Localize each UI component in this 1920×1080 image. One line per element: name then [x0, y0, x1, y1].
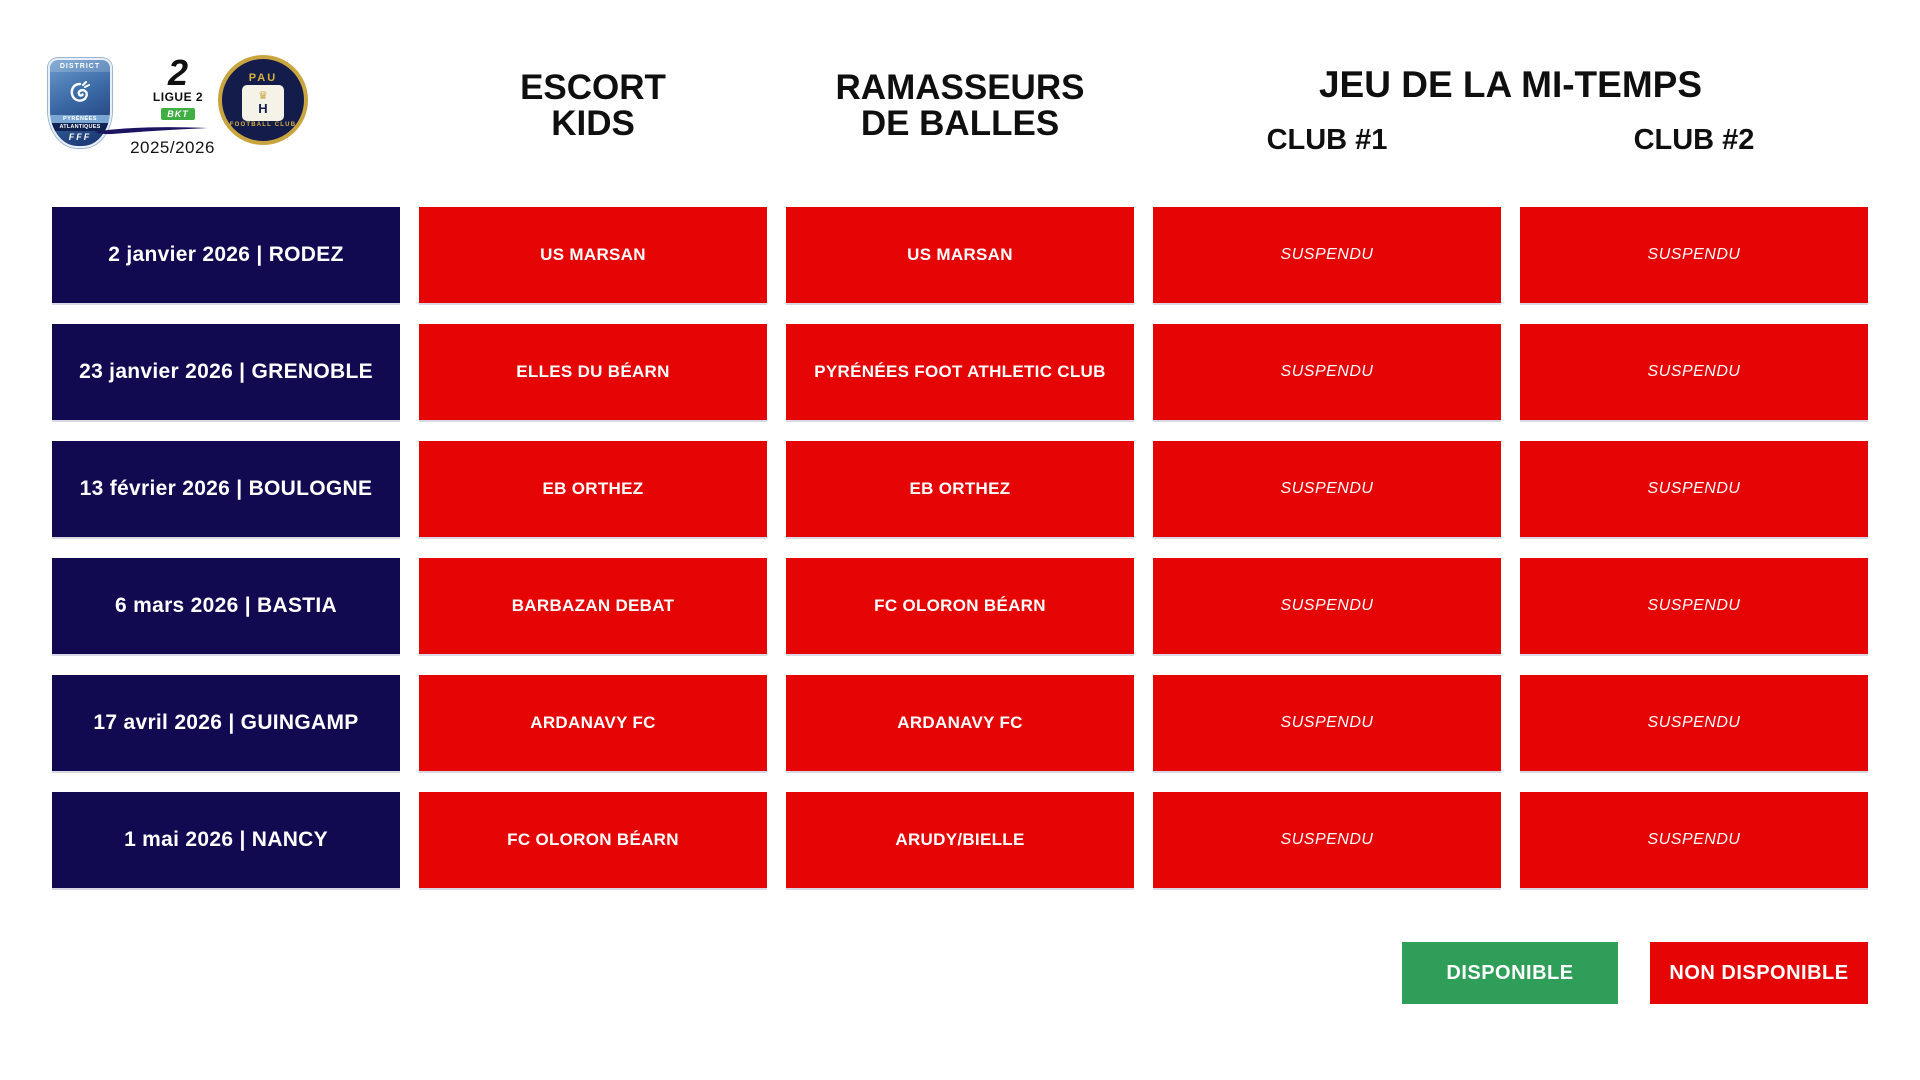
ball-boys-slot[interactable]: US MARSAN [786, 207, 1134, 303]
escort-kids-slot[interactable]: BARBAZAN DEBAT [419, 558, 767, 654]
bkt-badge: BKT [161, 108, 195, 120]
halftime-club1-slot[interactable]: SUSPENDU [1153, 324, 1501, 420]
legend-unavailable: NON DISPONIBLE [1650, 942, 1868, 1004]
crown-icon: ♛ [258, 90, 268, 102]
halftime-club1-slot[interactable]: SUSPENDU [1153, 792, 1501, 888]
ball-boys-slot[interactable]: PYRÉNÉES FOOT ATHLETIC CLUB [786, 324, 1134, 420]
halftime-club2-slot[interactable]: SUSPENDU [1520, 324, 1868, 420]
match-date-cell: 6 mars 2026 | BASTIA [52, 558, 400, 654]
pau-fc-logo [218, 55, 308, 145]
season-label: 2025/2026 [130, 138, 215, 157]
ball-boys-slot[interactable]: EB ORTHEZ [786, 441, 1134, 537]
match-date-cell: 13 février 2026 | BOULOGNE [52, 441, 400, 537]
ligue2-label: LIGUE 2 [152, 89, 204, 104]
ball-boys-slot[interactable]: FC OLORON BÉARN [786, 558, 1134, 654]
ball-boys-slot[interactable]: ARDANAVY FC [786, 675, 1134, 771]
district-region-line2: ATLANTIQUES [50, 123, 110, 131]
header-escort-kids [419, 70, 767, 143]
swoosh-divider [92, 124, 210, 136]
escort-kids-slot[interactable]: EB ORTHEZ [419, 441, 767, 537]
legend-available: DISPONIBLE [1402, 942, 1618, 1004]
halftime-club1-slot[interactable]: SUSPENDU [1153, 558, 1501, 654]
escort-kids-slot[interactable]: US MARSAN [419, 207, 767, 303]
escort-kids-slot[interactable]: ARDANAVY FC [419, 675, 767, 771]
halftime-club1-slot[interactable]: SUSPENDU [1153, 207, 1501, 303]
logo-area [0, 0, 330, 180]
fff-rooster-icon [67, 72, 93, 115]
header-escort-line1: ESCORT [520, 68, 666, 107]
pau-name: PAU [248, 72, 278, 84]
halftime-club1-slot[interactable]: SUSPENDU [1153, 675, 1501, 771]
header-club2: CLUB #2 [1633, 124, 1755, 156]
header-ramasseurs-line1: RAMASSEURS [835, 68, 1085, 107]
fff-label: FFF [68, 132, 92, 142]
halftime-club2-slot[interactable]: SUSPENDU [1520, 792, 1868, 888]
header-ramasseurs-line2: DE BALLES [860, 104, 1060, 144]
escort-kids-slot[interactable]: ELLES DU BÉARN [419, 324, 767, 420]
pau-monogram: H [258, 101, 268, 116]
header-club1: CLUB #1 [1266, 124, 1388, 156]
halftime-club2-slot[interactable]: SUSPENDU [1520, 441, 1868, 537]
ligue2-number: 2 [167, 52, 189, 93]
halftime-club1-slot[interactable]: SUSPENDU [1153, 441, 1501, 537]
schedule-table [52, 207, 1868, 888]
match-date-cell: 23 janvier 2026 | GRENOBLE [52, 324, 400, 420]
district-region-line1: PYRÉNÉES [50, 115, 110, 123]
escort-kids-slot[interactable]: FC OLORON BÉARN [419, 792, 767, 888]
halftime-club2-slot[interactable]: SUSPENDU [1520, 207, 1868, 303]
ball-boys-slot[interactable]: ARUDY/BIELLE [786, 792, 1134, 888]
pau-subtitle: FOOTBALL CLUB [229, 122, 297, 128]
match-date-cell: 2 janvier 2026 | RODEZ [52, 207, 400, 303]
ligue2-bkt-logo [148, 52, 208, 122]
header-ramasseurs [786, 70, 1134, 143]
header-halftime-game: JEU DE LA MI-TEMPS [1318, 64, 1703, 105]
district-label: DISTRICT [50, 60, 110, 72]
pau-crest [242, 85, 284, 121]
match-date-cell: 1 mai 2026 | NANCY [52, 792, 400, 888]
match-date-cell: 17 avril 2026 | GUINGAMP [52, 675, 400, 771]
halftime-club2-slot[interactable]: SUSPENDU [1520, 558, 1868, 654]
halftime-club2-slot[interactable]: SUSPENDU [1520, 675, 1868, 771]
header-escort-line2: KIDS [551, 104, 635, 144]
